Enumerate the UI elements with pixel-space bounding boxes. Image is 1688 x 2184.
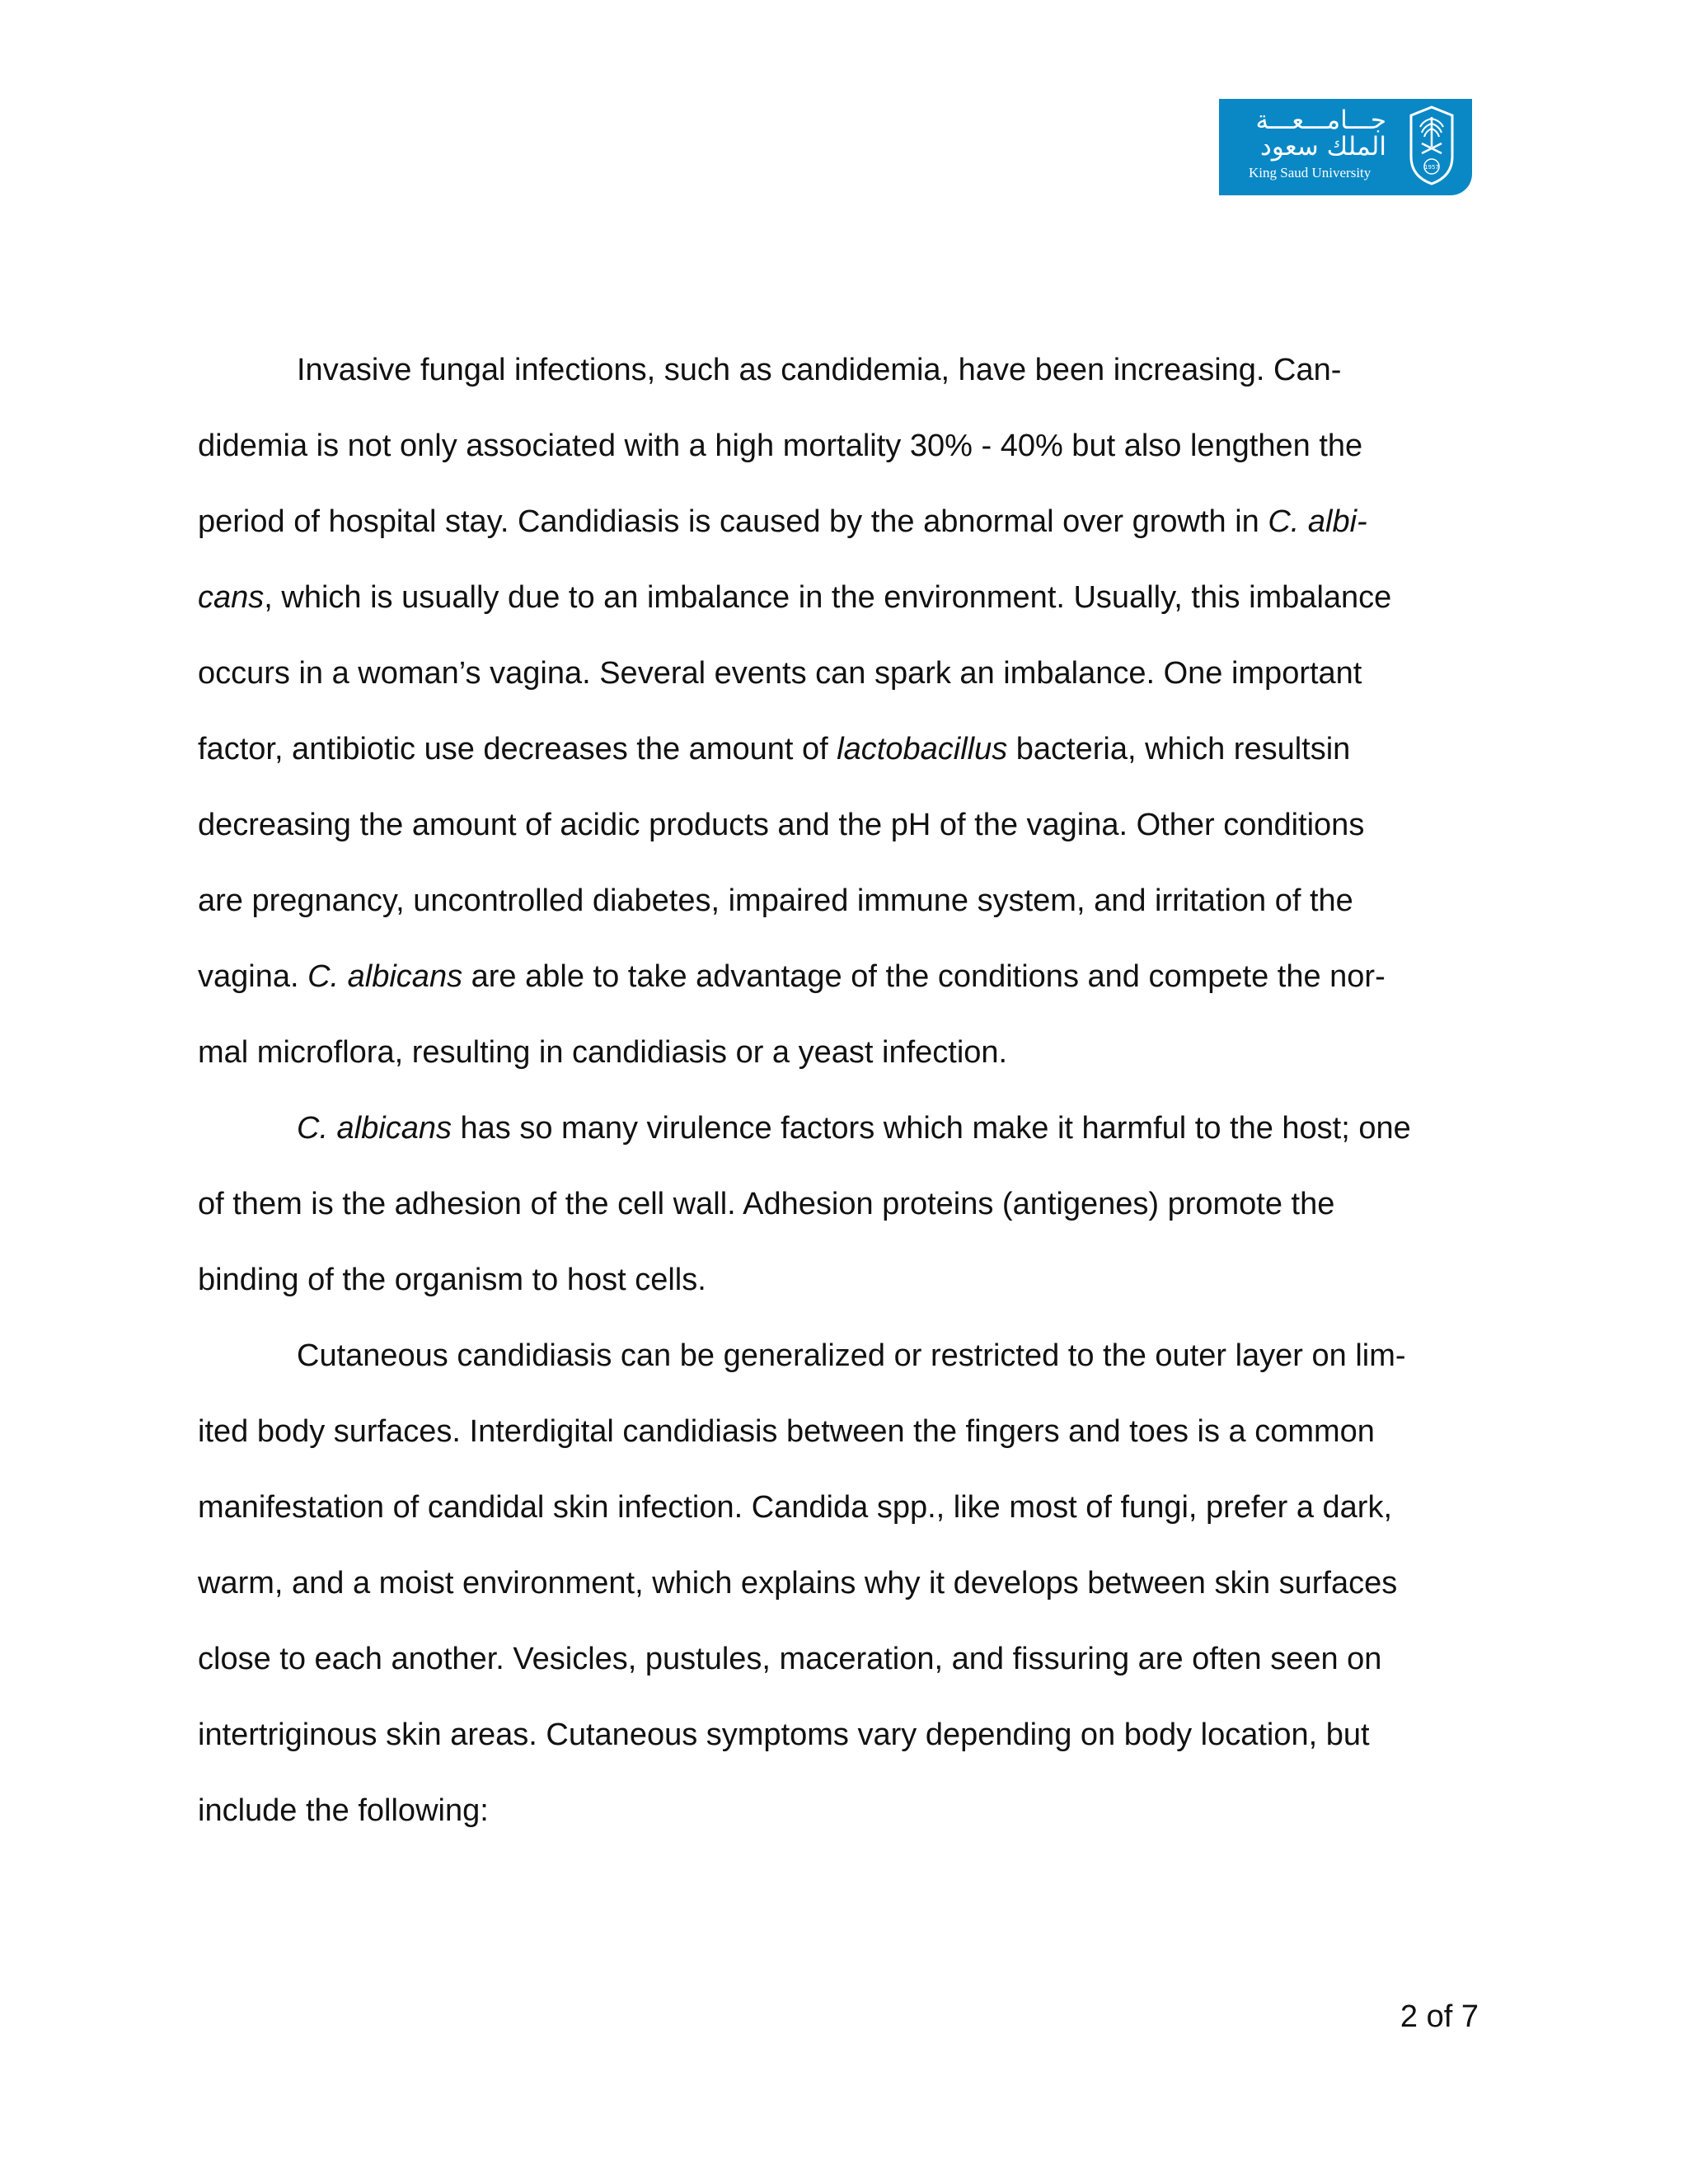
species-name: C. albicans [297, 1111, 452, 1146]
text-line: didemia is not only associated with a high mortality 30% - 40% but also lengthen the [198, 429, 1363, 463]
text-line: occurs in a woman’s vagina. Several events can spark an imbalance. One important [198, 656, 1362, 691]
text-line: manifestation of candidal skin infection. Candida spp., like most of fungi, prefer a dark, [198, 1490, 1393, 1525]
logo-arabic-line-2: الملك سعود [1260, 132, 1386, 162]
paragraph [198, 332, 1475, 1090]
text-line: intertriginous skin areas. Cutaneous symptoms vary depending on body location, but [198, 1718, 1370, 1752]
text-line: mal microflora, resulting in candidiasis or a yeast infection. [198, 1035, 1008, 1070]
logo-arabic-line-1: جـــامـــعـــة [1255, 105, 1386, 135]
text-line: decreasing the amount of acidic products and the pH of the vagina. Other conditions [198, 808, 1365, 842]
paragraph [198, 1318, 1475, 1849]
text-line: period of hospital stay. Candidiasis is caused by the abnormal over growth in C. albi- [198, 504, 1367, 539]
text-line: binding of the organism to host cells. [198, 1263, 706, 1297]
university-seal-icon [1409, 105, 1454, 185]
text-line: ited body surfaces. Interdigital candidiasis between the fingers and toes is a common [198, 1414, 1375, 1449]
body-text [198, 332, 1475, 1849]
text-line: C. albicans has so many virulence factors which make it harmful to the host; one [297, 1111, 1411, 1146]
text-line: vagina. C. albicans are able to take advantage of the conditions and compete the nor- [198, 959, 1386, 994]
species-name: C. albicans [307, 959, 463, 994]
paragraph [198, 1090, 1475, 1318]
seal-year: 1957 [1424, 164, 1439, 171]
university-logo [1219, 99, 1472, 195]
species-name: C. albi- [1268, 504, 1367, 539]
species-name: lactobacillus [837, 732, 1008, 766]
text-line: include the following: [198, 1793, 489, 1828]
text-line: warm, and a moist environment, which explains why it develops between skin surfaces [198, 1566, 1398, 1601]
text-line: Invasive fungal infections, such as candidemia, have been increasing. Can- [297, 353, 1342, 387]
species-name: cans [198, 580, 265, 615]
text-line: Cutaneous candidiasis can be generalized or restricted to the outer layer on lim- [297, 1338, 1406, 1373]
page-number: 2 of 7 [1400, 1999, 1479, 2034]
text-line: close to each another. Vesicles, pustules, maceration, and fissuring are often seen on [198, 1642, 1382, 1676]
text-line: cans, which is usually due to an imbalance in the environment. Usually, this imbalance [198, 580, 1392, 615]
text-line: of them is the adhesion of the cell wall. Adhesion proteins (antigenes) promote the [198, 1187, 1335, 1221]
logo-english-name: King Saud University [1249, 165, 1372, 180]
text-line: are pregnancy, uncontrolled diabetes, impaired immune system, and irritation of the [198, 883, 1353, 918]
text-line: factor, antibiotic use decreases the amount of lactobacillus bacteria, which resultsin [198, 732, 1351, 766]
